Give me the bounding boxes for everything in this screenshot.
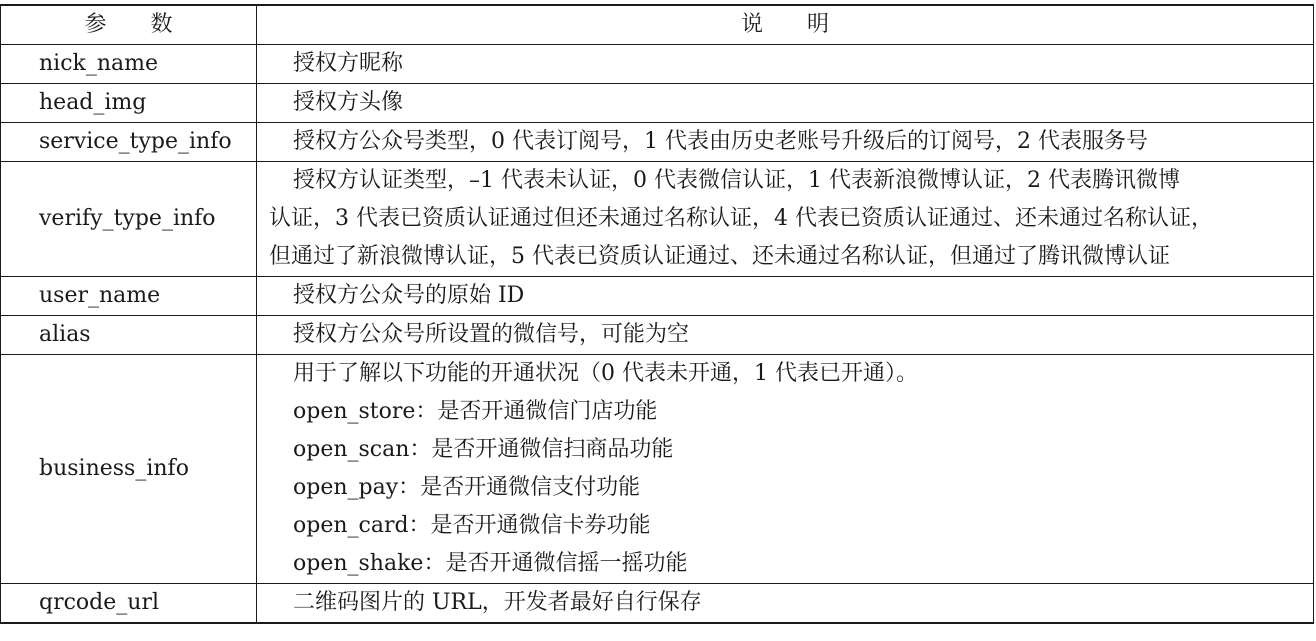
description-line: 但通过了新浪微博认证，5 代表已资质认证通过、还未通过名称认证，但通过了腾讯微博认证 bbox=[269, 244, 1170, 269]
description-line: open_shake：是否开通微信摇一摇功能 bbox=[293, 551, 688, 576]
param-description bbox=[257, 84, 1314, 123]
param-name: user_name bbox=[1, 277, 257, 316]
param-name: service_type_info bbox=[1, 123, 257, 162]
description-line: 授权方公众号所设置的微信号，可能为空 bbox=[293, 322, 690, 347]
description-line: 用于了解以下功能的开通状况（0 代表未开通，1 代表已开通）。 bbox=[293, 361, 918, 386]
description-line: 授权方公众号的原始 ID bbox=[293, 283, 525, 308]
description-line: 授权方公众号类型，0 代表订阅号，1 代表由历史老账号升级后的订阅号，2 代表服务号 bbox=[293, 129, 1148, 154]
param-description bbox=[257, 584, 1314, 624]
table-row bbox=[1, 584, 1314, 624]
param-description bbox=[257, 277, 1314, 316]
description-line: 授权方昵称 bbox=[293, 51, 404, 76]
table-row bbox=[1, 277, 1314, 316]
parameter-table bbox=[0, 4, 1314, 624]
table-row bbox=[1, 45, 1314, 84]
param-name: business_info bbox=[1, 355, 257, 584]
description-line: 认证，3 代表已资质认证通过但还未通过名称认证，4 代表已资质认证通过、还未通过名称认证， bbox=[269, 206, 1213, 231]
description-line: open_card：是否开通微信卡券功能 bbox=[293, 513, 651, 538]
table-row bbox=[1, 316, 1314, 355]
param-description bbox=[257, 45, 1314, 84]
table-header-row bbox=[1, 5, 1314, 45]
description-line: 授权方认证类型，–1 代表未认证，0 代表微信认证，1 代表新浪微博认证，2 代表腾讯微博 bbox=[293, 168, 1180, 193]
description-line: open_scan：是否开通微信扫商品功能 bbox=[293, 437, 674, 462]
table-row bbox=[1, 355, 1314, 584]
description-line: open_store：是否开通微信门店功能 bbox=[293, 399, 658, 424]
param-name: qrcode_url bbox=[1, 584, 257, 624]
param-name: alias bbox=[1, 316, 257, 355]
param-name: head_img bbox=[1, 84, 257, 123]
description-line: 授权方头像 bbox=[293, 90, 404, 115]
header-param: 参 数 bbox=[1, 5, 257, 45]
param-description bbox=[257, 162, 1314, 277]
description-line: 二维码图片的 URL，开发者最好自行保存 bbox=[293, 590, 702, 615]
header-description: 说 明 bbox=[257, 5, 1314, 45]
param-description bbox=[257, 355, 1314, 584]
table-row bbox=[1, 162, 1314, 277]
description-line: open_pay：是否开通微信支付功能 bbox=[293, 475, 641, 500]
param-description bbox=[257, 123, 1314, 162]
param-description bbox=[257, 316, 1314, 355]
table-row bbox=[1, 123, 1314, 162]
table-row bbox=[1, 84, 1314, 123]
param-name: verify_type_info bbox=[1, 162, 257, 277]
param-name: nick_name bbox=[1, 45, 257, 84]
